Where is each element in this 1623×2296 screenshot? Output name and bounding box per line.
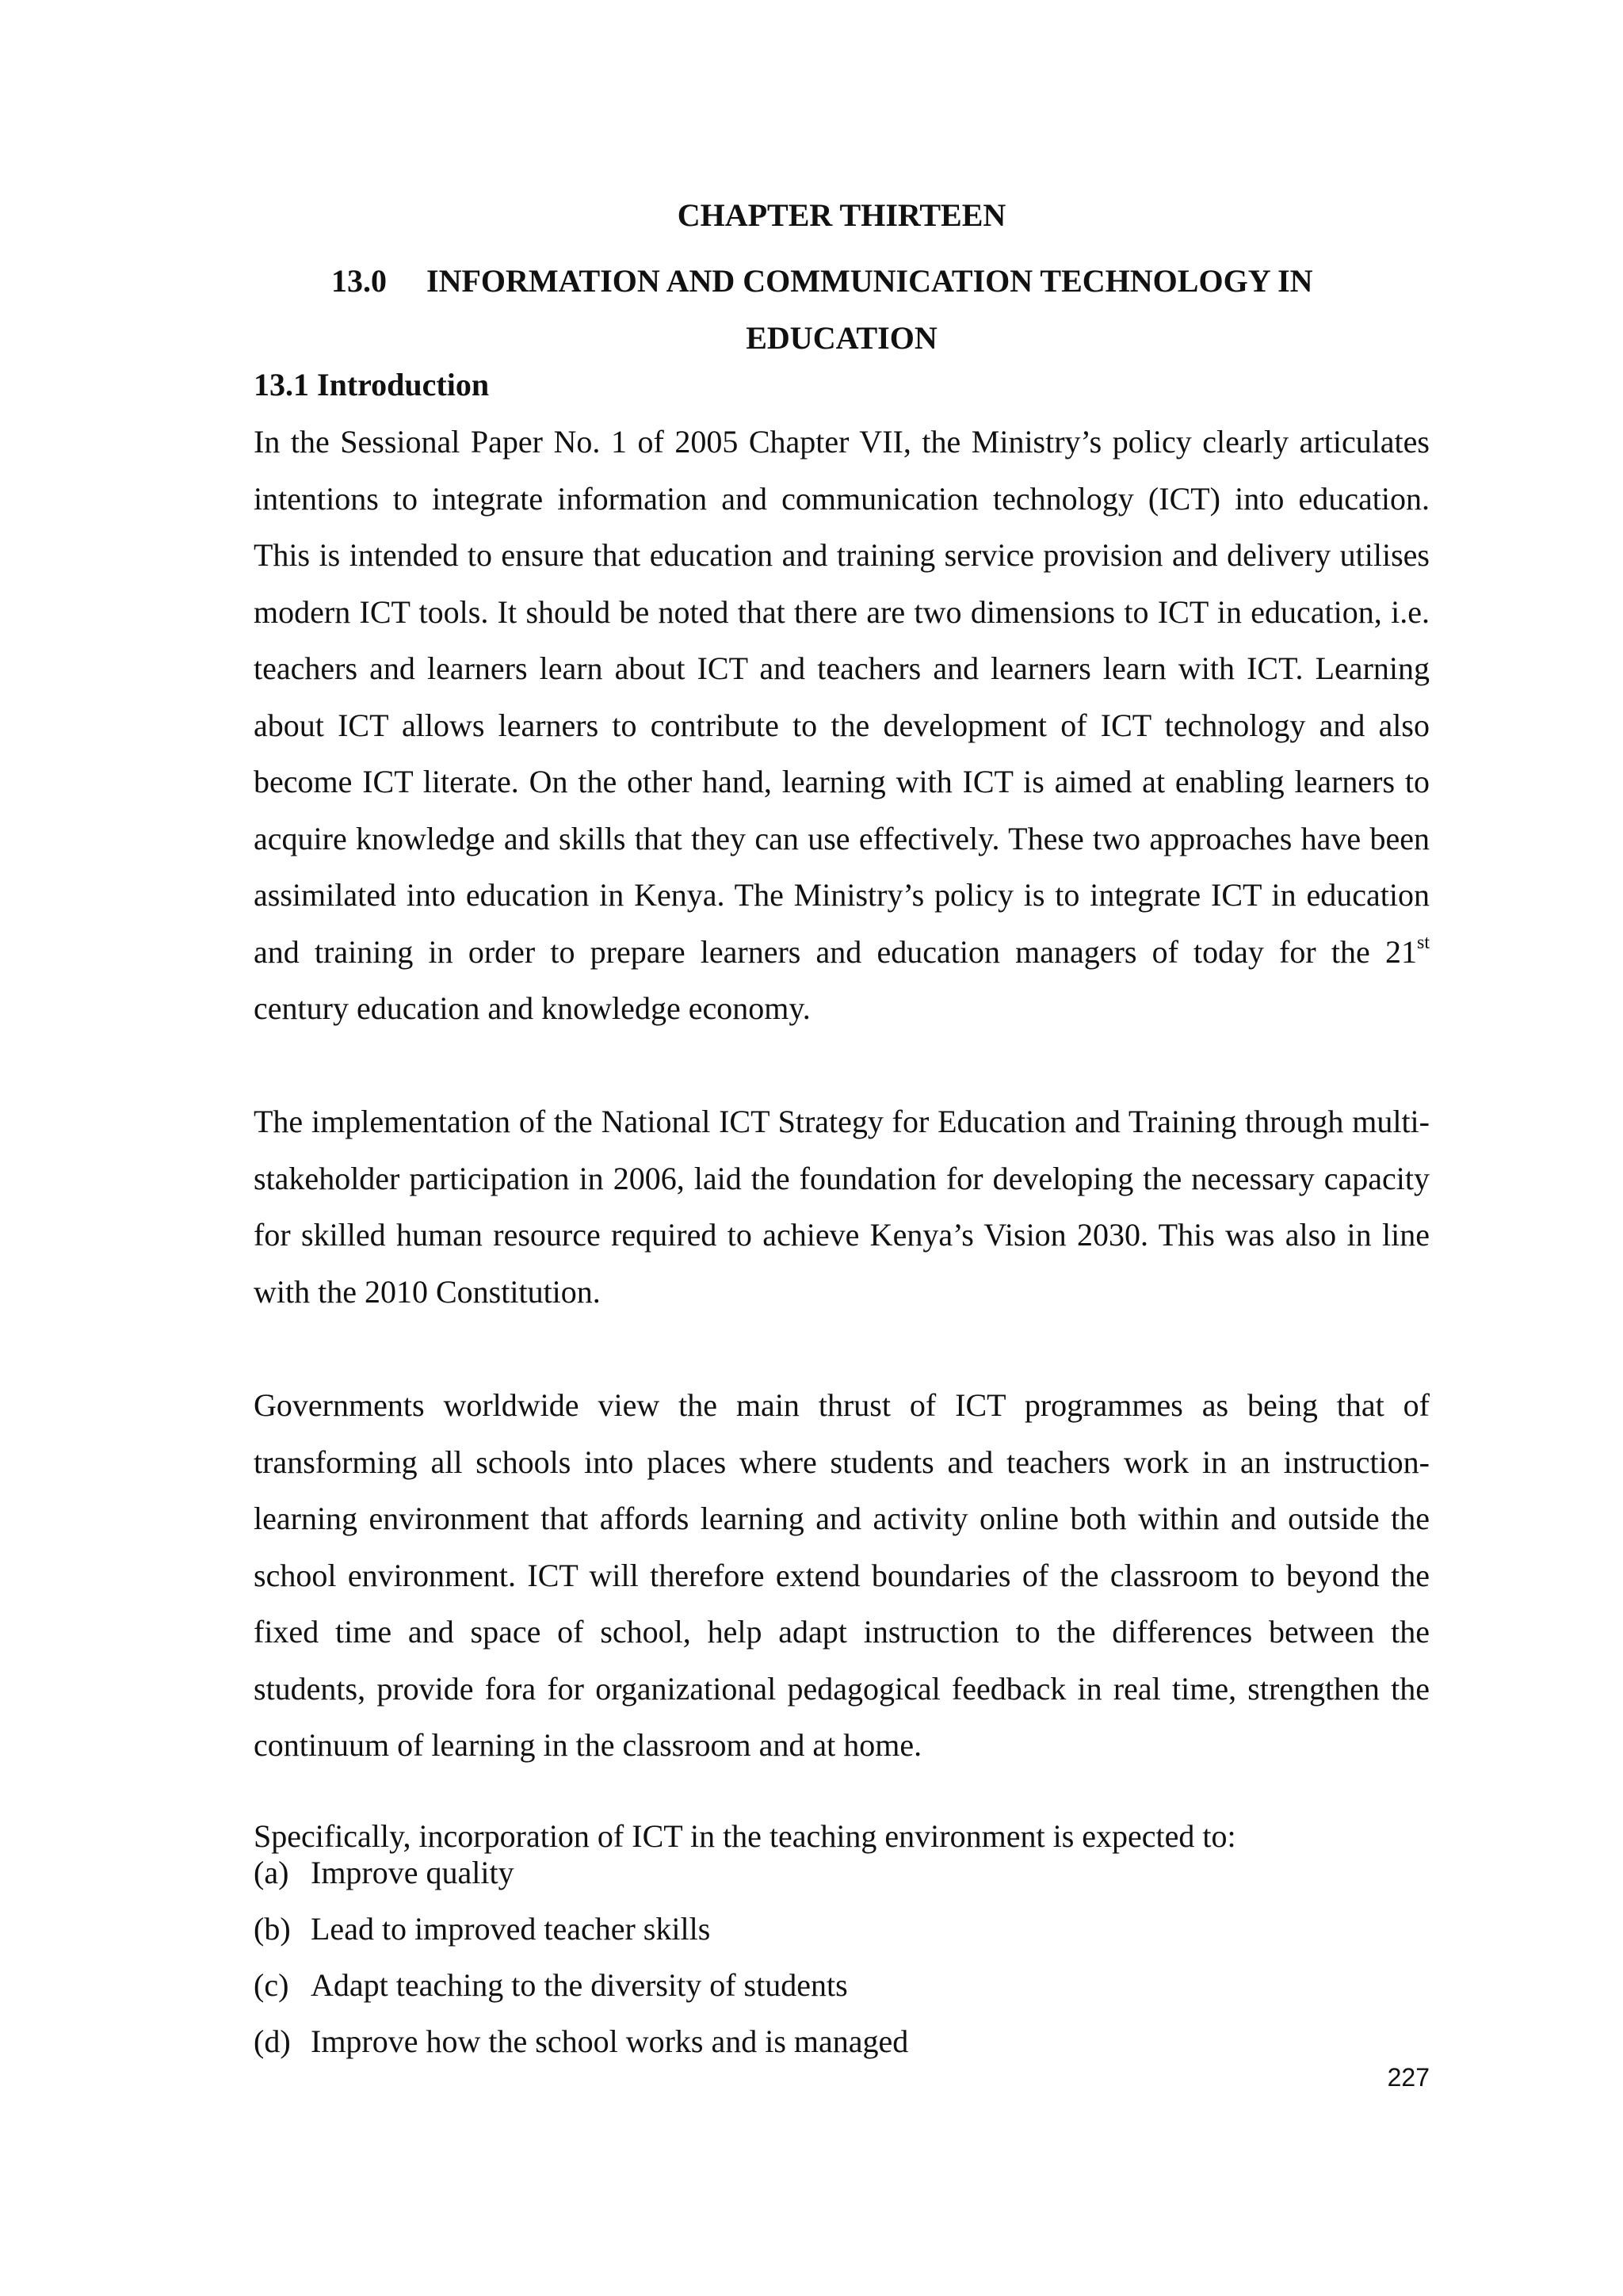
paragraph-text-end: century education and knowledge economy. [254,990,811,1026]
paragraph-text: In the Sessional Paper No. 1 of 2005 Chapter VII, the Ministry’s policy clearly articulates intentions to integrate information and communication technology (ICT) into education. This is intended to ensure that education and training service provision and delivery utilises modern ICT tools. It should be noted that there are two dimensions to ICT in education, i.e. teachers and learners learn about ICT and teachers and learners learn with ICT. Learning about ICT allows learners to contribute to the development of ICT technology and also become ICT literate. On the other hand, learning with ICT is aimed at enabling learners to acquire knowledge and skills that they can use effectively. These two approaches have been assimilated into education in Kenya. The Ministry’s policy is to integrate ICT in education and training in order to prepare learners and education managers of today for the 21 [254,424,1430,970]
paragraph-governments-worldwide: Governments worldwide view the main thrust of ICT programmes as being that of transforming all schools into places where students and teachers work in an instruction-learning environment that affords learning and activity online both within and outside the school environment. ICT will therefore extend boundaries of the classroom to beyond the fixed time and space of school, help adapt instruction to the differences between the students, provide fora for organizational pedagogical feedback in real time, strengthen the continuum of learning in the classroom and at home. [254,1387,1430,1763]
ordinal-superscript: st [1416,932,1430,953]
section-title-line1: INFORMATION AND COMMUNICATION TECHNOLOGY IN [426,263,1313,299]
paragraph-sessional-paper [254,414,1430,1037]
paragraph-national-ict-strategy: The implementation of the National ICT Strategy for Education and Training through multi-stakeholder participation in 2006, laid the foundation for developing the necessary capacity for skilled human resource required to achieve Kenya’s Vision 2030. This was also in line with the 2010 Constitution. [254,1104,1430,1310]
subsection-heading: 13.1 Introduction [254,367,490,402]
chapter-title: CHAPTER THIRTEEN [677,197,1006,233]
list-intro: Specifically, incorporation of ICT in the teaching environment is expected to: [254,1818,1236,1854]
list-marker: (a) [254,1855,289,1890]
list-item-text: Adapt teaching to the diversity of students [311,1967,848,2003]
list-item [254,1854,1430,1910]
list-item-text: Lead to improved teacher skills [311,1911,711,1947]
list-item [254,1910,1430,1966]
list-item [254,2023,1430,2079]
page-number: 227 [1387,2063,1430,2092]
list-marker: (c) [254,1967,289,2003]
expectations-list [254,1854,1430,2079]
section-number: 13.0 [331,263,387,299]
list-item-text: Improve quality [311,1855,514,1890]
list-marker: (b) [254,1911,291,1947]
list-item [254,1966,1430,2023]
list-marker: (d) [254,2023,291,2059]
section-title-line2: EDUCATION [746,320,938,356]
list-item-text: Improve how the school works and is managed [311,2023,909,2059]
